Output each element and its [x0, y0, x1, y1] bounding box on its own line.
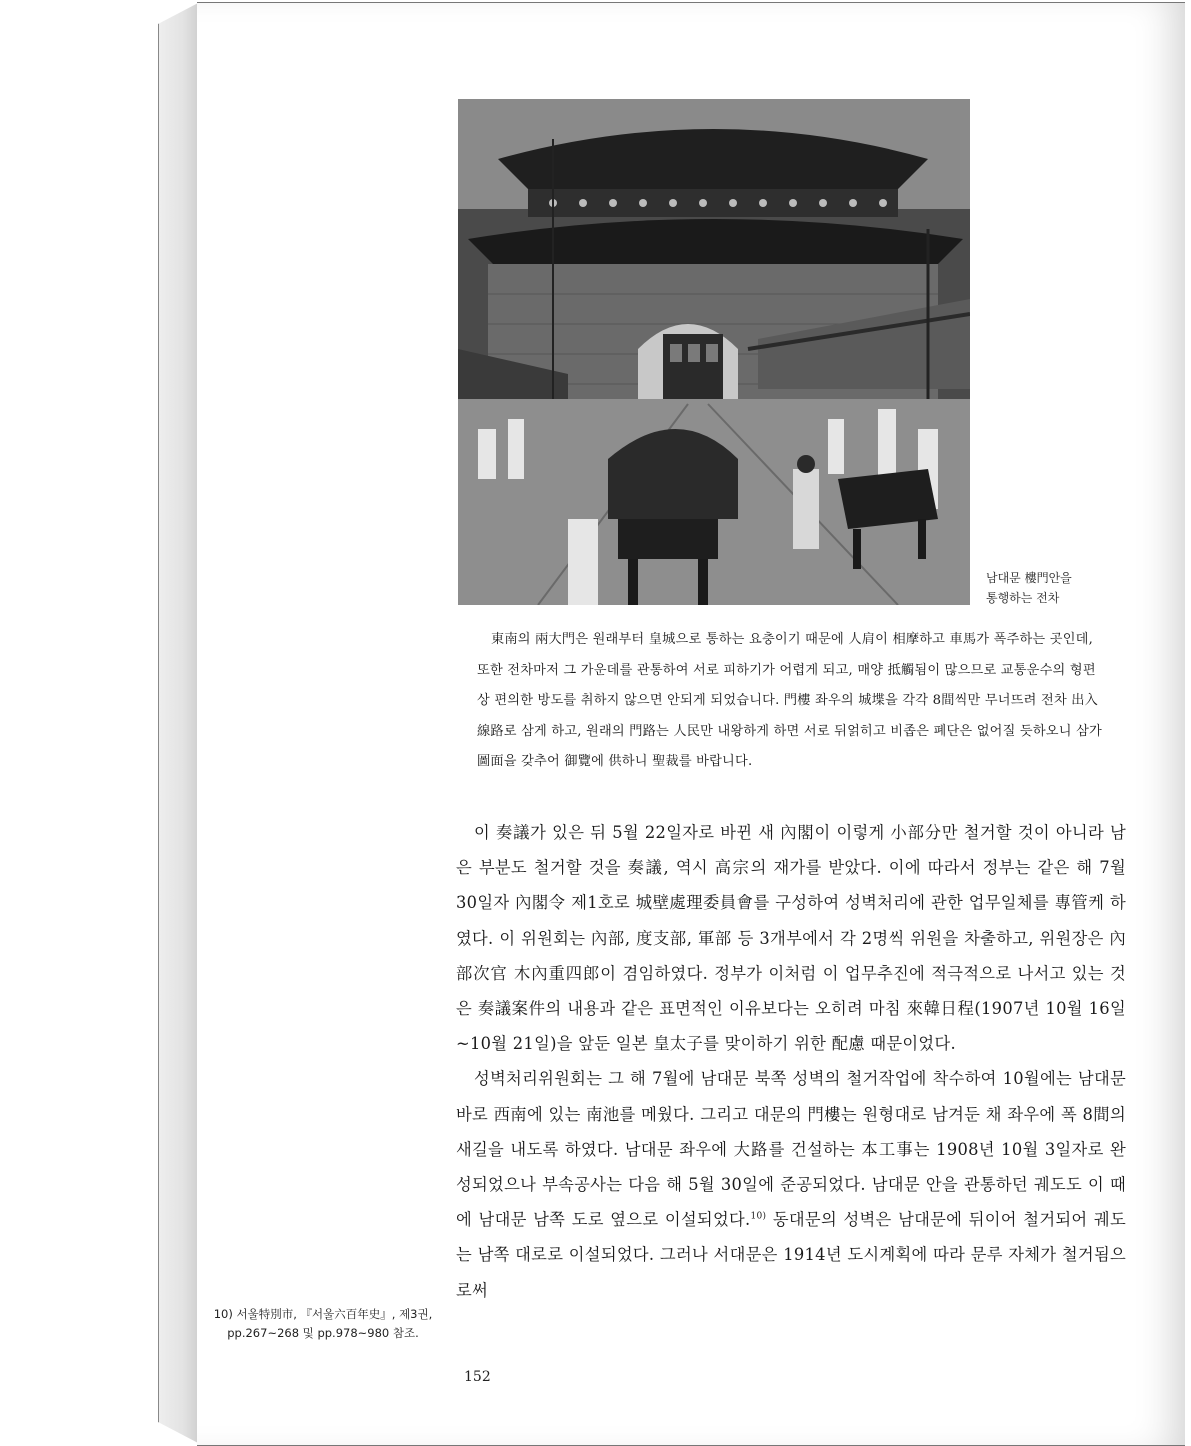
footnote-reference: 10) — [750, 1211, 767, 1222]
footnote-line-1: 10) 서울特別市, 『서울六百年史』, 제3권, — [213, 1307, 433, 1321]
photo-caption — [986, 568, 1146, 608]
caption-line-2: 통행하는 전차 — [986, 591, 1060, 605]
body-paragraph-2 — [456, 1061, 1126, 1307]
footnote-line-2: pp.267~268 및 pp.978~980 참조. — [227, 1326, 419, 1340]
quoted-memorial — [477, 625, 1107, 778]
book-spine — [158, 2, 200, 1444]
quote-text: 東南의 兩大門은 원래부터 皇城으로 통하는 요충이기 때문에 人肩이 相摩하고 車馬가 폭주하는 곳인데, 또한 전차마저 그 가운데를 관통하여 서로 피하기가 어렵게 되고, 매양 抵觸됨이 많으므로 교통운수의 형편상 편의한 방도를 취하지 않으면 안되게 되었습니다. 門樓 좌우의 城堞을 각각 8間씩만 무너뜨려 전차 出入線路로 삼게 하고, 원래의 門路는 人民만 내왕하게 하면 서로 뒤얽히고 비좁은 폐단은 없어질 듯하오니 삼가 圖面을 갖추어 御覽에 供하니 聖裁를 바랍니다. — [477, 632, 1102, 770]
body-paragraph-1: 이 奏議가 있은 뒤 5월 22일자로 바뀐 새 內閣이 이렇게 小部分만 철거할 것이 아니라 남은 부분도 철거할 것을 奏議, 역시 高宗의 재가를 받았다. 이에 따라서 정부는 같은 해 7월 30일자 內閣令 제1호로 城壁處理委員會를 구성하여 성벽처리에 관한 업무일체를 專管케 하였다. 이 위원회는 內部, 度支部, 軍部 등 3개부에서 각 2명씩 위원을 차출하고, 위원장은 內部次官 木內重四郎이 겸임하였다. 정부가 이처럼 이 업무추진에 적극적으로 나서고 있는 것은 奏議案件의 내용과 같은 표면적인 이유보다는 오히려 마침 來韓日程(1907년 10월 16일~10월 21일)을 앞둔 일본 皇太子를 맞이하기 위한 配慮 때문이었다. — [456, 823, 1126, 1054]
body-paragraph-2-part-2: 동대문의 성벽은 남대문에 뒤이어 철거되어 궤도는 남쪽 대로로 이설되었다. 그러나 서대문은 1914년 도시계획에 따라 문루 자체가 철거됨으로써 — [456, 1210, 1126, 1300]
historical-photo — [458, 99, 970, 605]
body-text — [456, 815, 1126, 1308]
page-number: 152 — [464, 1369, 491, 1385]
footnote — [197, 1305, 449, 1343]
body-paragraph-2-part-1: 성벽처리위원회는 그 해 7월에 남대문 북쪽 성벽의 철거작업에 착수하여 10월에는 남대문 바로 西南에 있는 南池를 메웠다. 그리고 대문의 門樓는 원형대로 남겨둔 채 좌우에 폭 8間의 새길을 내도록 하였다. 남대문 좌우에 大路를 건설하는 本工事는 1908년 10월 3일자로 완성되었으나 부속공사는 다음 해 5월 30일에 준공되었다. 남대문 안을 관통하던 궤도도 이 때에 남대문 남쪽 도로 옆으로 이설되었다. — [456, 1069, 1126, 1230]
book-page — [197, 2, 1185, 1446]
caption-line-1: 남대문 樓門안을 — [986, 571, 1072, 585]
